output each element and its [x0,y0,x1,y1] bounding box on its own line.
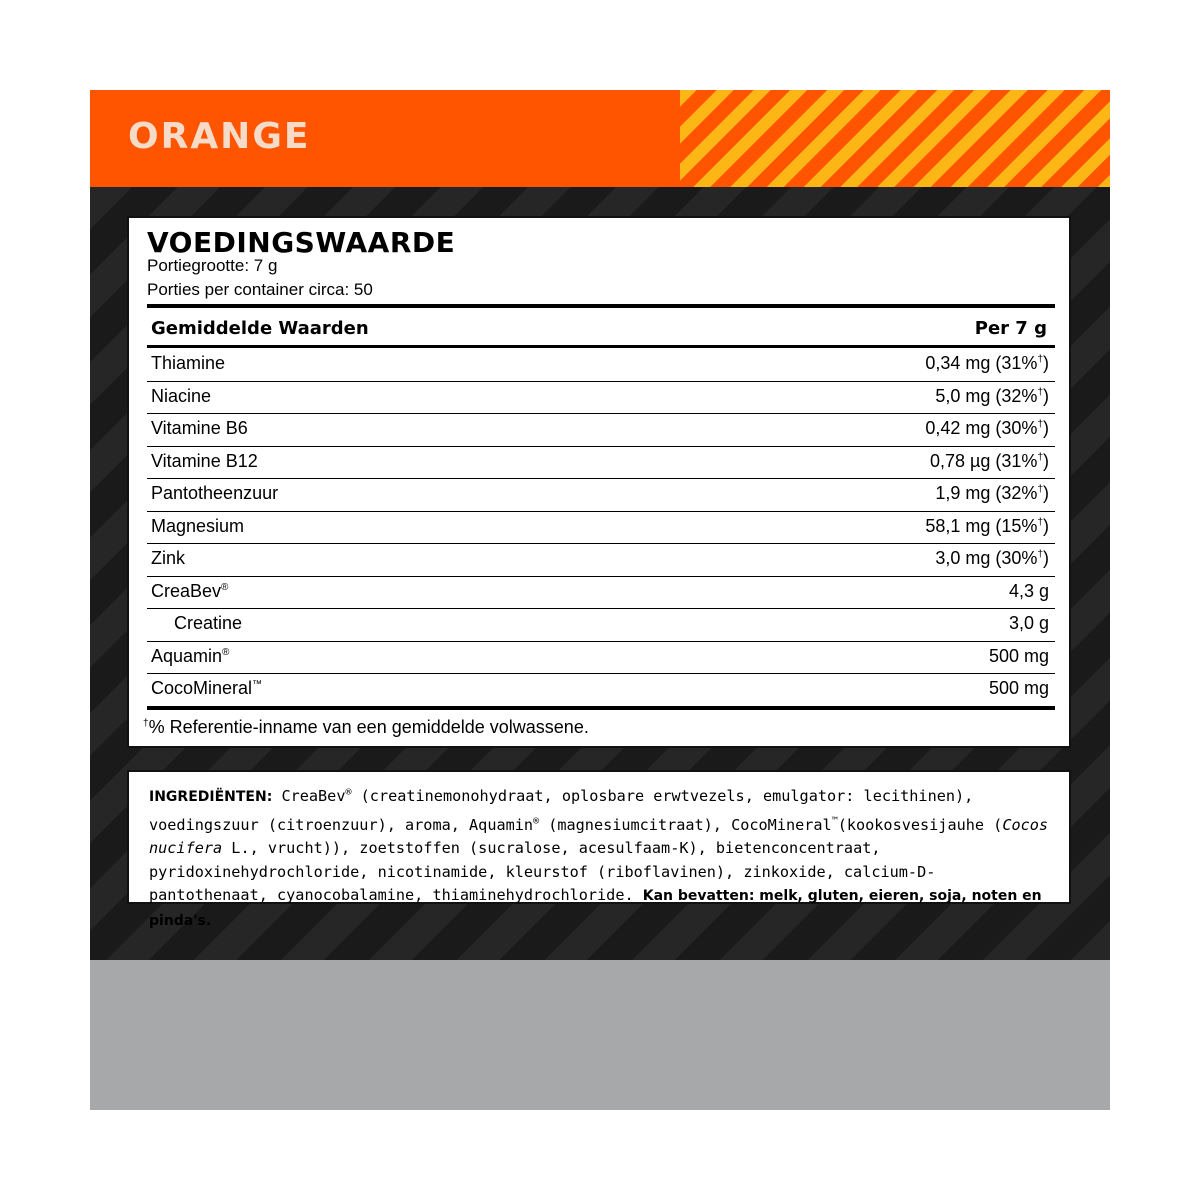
row-value [935,386,1049,407]
row-name [151,581,228,602]
row-name [151,353,225,374]
row-divider [147,381,1055,382]
row-divider [147,413,1055,414]
row-value [925,516,1049,537]
row-value-text: 4,3 g [1008,580,1049,601]
row-value-close: ) [1043,353,1049,373]
ingredients-latin-name: Cocos nucifera [149,815,1049,858]
row-name-text: CocoMineral [151,678,253,698]
row-name [151,548,185,569]
row-value-text: 500 mg [988,645,1049,666]
row-value-mark: † [1037,484,1043,495]
row-value-close: ) [1043,450,1049,471]
row-value-mark: † [1037,549,1043,560]
row-divider [147,446,1055,447]
ingredients-text-1: CreaBev [281,787,346,806]
row-name-mark: ™ [252,679,263,690]
row-name [151,516,244,537]
row-value-mark: † [1037,451,1043,463]
row-name-text: Niacine [151,385,212,406]
thick-rule-header [147,345,1055,348]
row-value [1009,581,1049,602]
row-value [989,646,1049,667]
footnote [143,717,589,738]
nutrition-facts-table [127,216,1071,748]
row-value-text: 3,0 mg (30% [935,548,1038,568]
row-value [925,418,1049,439]
row-divider [147,608,1055,609]
footnote-mark: † [143,718,149,729]
flavor-band [90,90,1110,187]
row-value-text: 0,42 mg (30% [925,418,1038,438]
row-name-text: Vitamine B12 [151,450,258,471]
column-header-name: Gemiddelde Waarden [151,318,369,339]
row-value [935,548,1049,569]
row-value-close: ) [1043,418,1049,438]
row-name [151,451,258,472]
footnote-text: % Referentie-inname van een gemiddelde volwassene. [148,717,589,737]
row-divider [147,641,1055,642]
row-divider [147,543,1055,544]
row-divider [147,511,1055,512]
row-value-text: 5,0 mg (32% [935,385,1038,406]
row-value-mark: † [1037,386,1043,398]
row-value-text: 3,0 g [1008,613,1049,633]
row-name [174,613,242,634]
row-name-text: Zink [151,548,186,568]
nutrition-title: VOEDINGSWAARDE [147,226,456,259]
row-value-close: ) [1043,385,1049,406]
row-value-text: 0,78 µg (31% [930,450,1038,471]
ingredients-text-4: (kookosvesijauhe ( [837,815,1003,834]
row-value-mark: † [1037,354,1043,365]
registered-mark: ® [345,787,352,798]
row-name-text: CreaBev [151,580,222,601]
row-divider [147,576,1055,577]
flavor-label: ORANGE [128,116,311,157]
thick-rule-bottom [147,706,1055,710]
row-value-text: 58,1 mg (15% [925,515,1038,536]
servings-per-container: Porties per container circa: 50 [147,280,373,299]
thick-rule-top [147,304,1055,308]
row-name [151,483,278,504]
row-value [935,483,1049,504]
row-value [1009,613,1049,634]
row-name-text: Vitamine B6 [151,418,248,438]
row-value-text: 500 mg [988,678,1049,698]
column-header-value: Per 7 g [974,318,1047,339]
allergens-text: Kan bevatten: melk, gluten, eieren, soja, noten en pinda's. [149,888,1042,929]
row-divider [147,478,1055,479]
row-value-mark: † [1037,419,1043,430]
row-name-mark: ® [221,581,229,593]
row-name-text: Thiamine [151,353,226,373]
row-name-text: Pantotheenzuur [151,483,279,503]
row-name-text: Magnesium [151,515,245,536]
row-name-text: Creatine [174,613,243,633]
row-divider [147,673,1055,674]
row-name [151,418,248,439]
serving-size: Portiegrootte: 7 g [147,256,278,275]
ingredients-label: INGREDIËNTEN: [149,789,273,806]
ingredients-text-2: (creatinemonohydraat, oplosbare erwtvezels, emulgator: lecithinen), voedingszuur (citroenzuur), aroma, Aquamin [149,787,974,834]
row-name [151,386,211,407]
row-name [151,646,229,667]
row-value-text: 1,9 mg (32% [935,483,1038,503]
row-value-close: ) [1043,548,1049,568]
flavor-stripes [680,90,1110,187]
row-value-mark: † [1037,516,1043,528]
ingredients-box [127,770,1071,929]
row-value [930,451,1049,472]
row-value-close: ) [1043,483,1049,503]
row-value-text: 0,34 mg (31% [925,353,1038,373]
row-value [925,353,1049,374]
row-value-close: ) [1043,515,1049,536]
ingredients-text-3: (magnesiumcitraat), CocoMineral [539,815,832,834]
ingredients-text-5: L., vrucht)), zoetstoffen (sucralose, acesulfaam-K), bietenconcentraat, pyridoxinehydrochloride, nicotinamide, kleurstof (riboflavinen), zinkoxide, calcium-D-pantothenaat, cyanocobalamine, thiaminehydrochloride. [149,839,936,905]
row-name-text: Aquamin [151,645,223,666]
registered-mark: ® [533,815,540,827]
trademark-mark: ™ [831,815,838,827]
row-name [151,678,262,699]
row-name-mark: ® [222,646,230,658]
row-value [989,678,1049,699]
